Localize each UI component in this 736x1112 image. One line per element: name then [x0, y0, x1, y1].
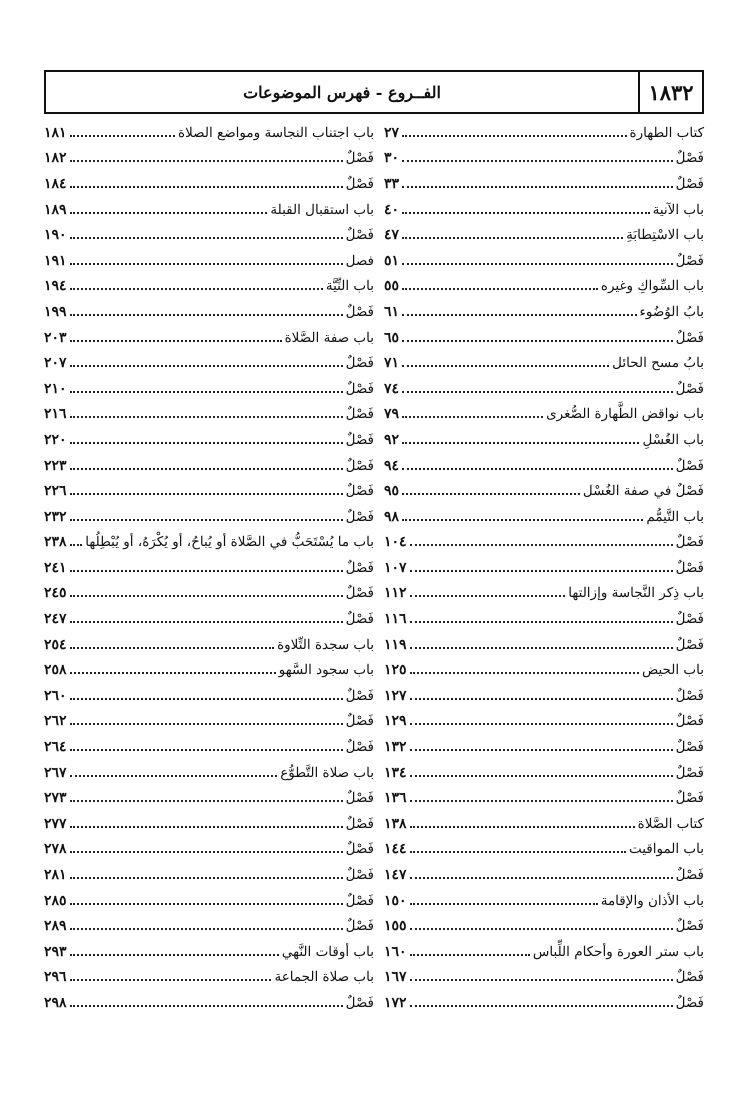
dot-leader [410, 1005, 673, 1007]
dot-leader [70, 979, 272, 981]
toc-entry-page: ٢٨١ [44, 867, 67, 884]
toc-entry [44, 478, 374, 504]
toc-entry-page: ٢٣٨ [44, 534, 67, 551]
toc-entry [44, 555, 374, 581]
toc-entry-page: ١٣٢ [384, 739, 407, 756]
toc-entry [44, 197, 374, 223]
dot-leader [410, 826, 635, 828]
toc-entry-title: فَصْلٌ [345, 892, 374, 909]
dot-leader [410, 928, 673, 930]
toc-entry [384, 376, 704, 402]
toc-entry [384, 632, 704, 658]
toc-entry-title: فَصْلٌ [345, 687, 374, 704]
toc-entry-page: ٢٤٥ [44, 585, 67, 602]
toc-entry-title: بابُ الوُضُوء [639, 303, 704, 320]
toc-entry-title: فَصْلٌ [345, 175, 374, 192]
dot-leader [70, 1005, 343, 1007]
toc-entry-title: باب ستر العورة وأحكام اللِّباس [532, 943, 704, 960]
dot-leader [402, 493, 580, 495]
toc-entry [384, 299, 704, 325]
toc-entry-title: فَصْلٌ [345, 431, 374, 448]
toc-entry-title: باب نواقض الطَّهارة الصُّغرى [546, 406, 704, 423]
toc-entry [44, 504, 374, 530]
toc-entry [44, 785, 374, 811]
dot-leader [70, 288, 323, 290]
toc-entry-page: ٣٠ [384, 150, 400, 167]
toc-entry-title: فَصْلٌ [345, 457, 374, 474]
dot-leader [410, 877, 673, 879]
toc-entry-title: باب الغُسْلِ [642, 431, 704, 448]
toc-entry-title: فَصْلٌ [345, 303, 374, 320]
toc-entry [384, 504, 704, 530]
toc-entry-page: ٢٧ [384, 124, 400, 141]
dot-leader [70, 903, 343, 905]
toc-entry-title: فَصْلٌ [675, 175, 704, 192]
dot-leader [70, 954, 279, 956]
page-number: ١٨٣٢ [638, 72, 702, 112]
toc-entry-title: فَصْلٌ [345, 611, 374, 628]
toc-entry-title: فَصْلٌ [345, 994, 374, 1011]
toc-entry-page: ١١٩ [384, 636, 407, 653]
toc-entry [44, 837, 374, 863]
toc-entry-title: فَصْلٌ [675, 380, 704, 397]
toc-entry-title: باب الاسْتِطابَةِ [626, 227, 704, 244]
dot-leader [402, 135, 626, 137]
toc-entry-title: بابُ مسح الحائل [612, 355, 704, 372]
toc-entry-page: ١٢٩ [384, 713, 407, 730]
toc-entry [384, 350, 704, 376]
dot-leader [70, 570, 343, 572]
dot-leader [70, 340, 282, 342]
toc-entry-page: ١٦٠ [384, 943, 407, 960]
dot-leader [70, 877, 343, 879]
toc-entry [44, 376, 374, 402]
toc-entry-title: فَصْلٌ [675, 534, 704, 551]
dot-leader [70, 263, 343, 265]
dot-leader [70, 212, 268, 214]
toc-entry-title: فَصْلٌ [675, 611, 704, 628]
dot-leader [70, 723, 343, 725]
toc-entry [384, 657, 704, 683]
dot-leader [70, 391, 343, 393]
toc-entry-title: فَصْلٌ [345, 713, 374, 730]
toc-entry-page: ١٠٧ [384, 559, 407, 576]
toc-entry [384, 734, 704, 760]
dot-leader [402, 391, 673, 393]
dot-leader [410, 672, 639, 674]
toc-entry-title: فَصْلٌ في صفة الغُسْل [582, 483, 704, 500]
dot-leader [402, 237, 623, 239]
toc-entry-title: باب صلاة التَّطوُّع [280, 764, 374, 781]
toc-entry-page: ٩٥ [384, 483, 400, 500]
toc-entry-page: ٢٦٢ [44, 713, 67, 730]
toc-entry-page: ١٦٧ [384, 969, 407, 986]
toc-entry-title: فَصْلٌ [675, 150, 704, 167]
dot-leader [70, 647, 275, 649]
dot-leader [70, 416, 343, 418]
toc-entry-page: ١٥٠ [384, 892, 407, 909]
toc-entry-page: ١٨٤ [44, 175, 67, 192]
toc-entry [384, 402, 704, 428]
toc-entry [44, 734, 374, 760]
dot-leader [70, 826, 343, 828]
dot-leader [410, 851, 626, 853]
toc-entry-page: ٩٨ [384, 508, 400, 525]
toc-entry [384, 939, 704, 965]
toc-entry-title: فَصْلٌ [675, 739, 704, 756]
toc-entry-page: ٧١ [384, 355, 400, 372]
dot-leader [410, 723, 673, 725]
toc-entry-page: ٢٥٨ [44, 662, 67, 679]
dot-leader [402, 442, 639, 444]
toc-entry [384, 274, 704, 300]
dot-leader [70, 595, 343, 597]
toc-entry [384, 862, 704, 888]
toc-entry [44, 325, 374, 351]
toc-entry-title: فَصْلٌ [675, 969, 704, 986]
toc-entry-page: ١٩١ [44, 252, 67, 269]
toc-entry-title: فَصْلٌ [345, 815, 374, 832]
page-title: الفــروع - فهرس الموضوعات [243, 82, 441, 102]
dot-leader [410, 647, 673, 649]
dot-leader [402, 263, 673, 265]
toc-entry-page: ١٣٤ [384, 764, 407, 781]
dot-leader [410, 775, 673, 777]
toc-entry-title: فَصْلٌ [345, 508, 374, 525]
dot-leader [410, 903, 598, 905]
toc-entry-title: باب سجود السَّهو [278, 662, 374, 679]
toc-entry [44, 530, 374, 556]
toc-entry-title: فَصْلٌ [345, 150, 374, 167]
toc-entry [44, 248, 374, 274]
toc-entry-title: باب الآنية [652, 201, 704, 218]
toc-entry-title: باب اجتناب النجاسة ومواضع الصلاة [178, 124, 374, 141]
toc-entry-title: فَصْلٌ [675, 559, 704, 576]
toc-entry [384, 222, 704, 248]
toc-entry-title: فَصْلٌ [675, 764, 704, 781]
toc-entry-page: ١٣٨ [384, 815, 407, 832]
toc-entry-page: ١٥٥ [384, 918, 407, 935]
toc-entry [44, 913, 374, 939]
toc-entry-page: ٢١٦ [44, 406, 67, 423]
toc-entry-page: ٢٧٧ [44, 815, 67, 832]
toc-entry-title: فَصْلٌ [675, 867, 704, 884]
toc-entry-title: باب أوقات النَّهي [281, 943, 374, 960]
toc-entry-page: ٢٦٧ [44, 764, 67, 781]
toc-entry-page: ٢٦٠ [44, 687, 67, 704]
toc-entry [384, 888, 704, 914]
toc-entry-title: باب صفة الصَّلاة [284, 329, 374, 346]
toc-entry-title: فَصْلٌ [675, 918, 704, 935]
dot-leader [410, 979, 673, 981]
toc-entry [384, 606, 704, 632]
toc-entry [384, 683, 704, 709]
dot-leader [70, 775, 278, 777]
toc-entry [384, 530, 704, 556]
toc-entry [384, 811, 704, 837]
toc-entry-title: فَصْلٌ [345, 227, 374, 244]
toc-entry [44, 657, 374, 683]
toc-entry-title: باب صلاة الجماعة [274, 969, 374, 986]
toc-entry-title: فَصْلٌ [675, 687, 704, 704]
toc-entry-page: ٢٠٣ [44, 329, 67, 346]
toc-entry [44, 299, 374, 325]
dot-leader [70, 442, 343, 444]
toc-entry [384, 990, 704, 1016]
toc-entry-page: ٢٢٦ [44, 483, 67, 500]
toc-entry [384, 248, 704, 274]
dot-leader [70, 928, 343, 930]
toc-entry-page: ٢١٠ [44, 380, 67, 397]
toc-entry [384, 913, 704, 939]
toc-entry-page: ٩٢ [384, 431, 400, 448]
toc-entry-title: كتاب الصَّلاة [637, 815, 704, 832]
toc-entry [44, 581, 374, 607]
dot-leader [410, 621, 673, 623]
dot-leader [402, 186, 673, 188]
toc-entry-page: ٦٥ [384, 329, 400, 346]
dot-leader [70, 851, 343, 853]
toc-entry-page: ١٨٩ [44, 201, 67, 218]
toc-entry-page: ٢٧٨ [44, 841, 67, 858]
toc-entry-page: ١٩٩ [44, 303, 67, 320]
toc-entry-page: ١٠٤ [384, 534, 407, 551]
toc-entry-title: فَصْلٌ [345, 380, 374, 397]
toc-entry [384, 171, 704, 197]
toc-entry-title: باب السِّواكِ وغيره [600, 278, 704, 295]
toc-entry-title: فَصْلٌ [345, 918, 374, 935]
dot-leader [70, 698, 343, 700]
toc-entry [44, 427, 374, 453]
toc-entry [384, 965, 704, 991]
toc-entry-page: ٢٨٥ [44, 892, 67, 909]
toc-entry-page: ٢٤١ [44, 559, 67, 576]
toc-entry-page: ٢٢٣ [44, 457, 67, 474]
toc-entry [384, 555, 704, 581]
toc-entry-page: ٢٩٣ [44, 943, 67, 960]
dot-leader [410, 595, 566, 597]
dot-leader [70, 314, 343, 316]
toc-entry-page: ١٤٧ [384, 867, 407, 884]
toc-entry [44, 760, 374, 786]
toc-entry [44, 171, 374, 197]
toc-entry [384, 709, 704, 735]
dot-leader [410, 800, 673, 802]
dot-leader [410, 544, 673, 546]
toc-entry-title: فَصْلٌ [345, 559, 374, 576]
toc-entry [44, 811, 374, 837]
toc-entry-page: ١٤٤ [384, 841, 407, 858]
toc-entry-title: فَصْلٌ [675, 636, 704, 653]
toc-entry-title: باب سجدة التِّلاوة [277, 636, 374, 653]
toc-entry [44, 939, 374, 965]
toc-column-left [44, 120, 374, 1016]
toc-entry [44, 606, 374, 632]
toc-entry-title: فَصْلٌ [345, 739, 374, 756]
dot-leader [70, 672, 276, 674]
toc-entry-page: ٢٢٠ [44, 431, 67, 448]
toc-entry-title: فَصْلٌ [675, 329, 704, 346]
toc-entry [44, 632, 374, 658]
toc-entry-page: ١٣٦ [384, 790, 407, 807]
toc-entry-page: ٧٩ [384, 406, 400, 423]
dot-leader [70, 468, 343, 470]
toc-entry [384, 760, 704, 786]
toc-entry [44, 146, 374, 172]
toc-entry-page: ٤٠ [384, 201, 400, 218]
toc-entry [44, 453, 374, 479]
toc-entry-title: باب النِّيَّة [325, 278, 374, 295]
toc-entry-title: باب التَّيمُّم [646, 508, 704, 525]
toc-entry-page: ٢٩٦ [44, 969, 67, 986]
dot-leader [402, 212, 650, 214]
dot-leader [70, 237, 343, 239]
dot-leader [410, 698, 673, 700]
toc-entry-title: فَصْلٌ [345, 355, 374, 372]
dot-leader [402, 416, 543, 418]
toc-entry [44, 862, 374, 888]
toc-entry-page: ٦١ [384, 303, 400, 320]
toc-entry [384, 197, 704, 223]
dot-leader [70, 544, 83, 546]
toc-entry-page: ١١٦ [384, 611, 407, 628]
toc-entry [44, 965, 374, 991]
toc-entry-title: باب الأذان والإقامة [600, 892, 704, 909]
toc-entry-page: ٢٣٢ [44, 508, 67, 525]
dot-leader [402, 314, 636, 316]
toc-entry [384, 325, 704, 351]
dot-leader [70, 621, 343, 623]
toc-entry-page: ٢٥٤ [44, 636, 67, 653]
toc-entry [44, 888, 374, 914]
page-header [44, 70, 704, 114]
dot-leader [402, 365, 609, 367]
toc-entry-page: ١٨٢ [44, 150, 67, 167]
toc-entry [44, 683, 374, 709]
toc-entry [384, 837, 704, 863]
toc-entry-page: ٢٧٣ [44, 790, 67, 807]
toc-entry-page: ١٨١ [44, 124, 67, 141]
dot-leader [410, 570, 673, 572]
dot-leader [402, 288, 598, 290]
dot-leader [70, 186, 343, 188]
toc-column-right [384, 120, 704, 1016]
dot-leader [402, 519, 643, 521]
dot-leader [70, 800, 343, 802]
toc-entry [384, 581, 704, 607]
toc-entry-title: كتاب الطهارة [629, 124, 704, 141]
toc-entry-page: ٥٥ [384, 278, 400, 295]
toc-entry [384, 453, 704, 479]
toc-entry-title: فصل [345, 252, 374, 269]
toc-entry-page: ٣٣ [384, 175, 400, 192]
dot-leader [70, 365, 343, 367]
toc-entry-title: باب الحيض [641, 662, 704, 679]
toc-entry-page: ٧٤ [384, 380, 400, 397]
dot-leader [70, 749, 343, 751]
toc-entry-title: باب المواقيت [628, 841, 704, 858]
toc-entry [384, 120, 704, 146]
toc-entry-title: فَصْلٌ [345, 867, 374, 884]
toc-entry [44, 709, 374, 735]
toc-entry [384, 785, 704, 811]
dot-leader [70, 135, 175, 137]
toc-entry-page: ١١٢ [384, 585, 407, 602]
toc-entry-page: ١٧٢ [384, 994, 407, 1011]
toc-entry [384, 478, 704, 504]
toc-entry-title: فَصْلٌ [345, 483, 374, 500]
toc-entry-page: ١٩٤ [44, 278, 67, 295]
dot-leader [70, 519, 343, 521]
dot-leader [402, 160, 673, 162]
dot-leader [410, 954, 530, 956]
toc-entry-page: ١٩٠ [44, 227, 67, 244]
toc-entry [44, 350, 374, 376]
toc-entry-page: ٢٠٧ [44, 355, 67, 372]
toc-entry-title: باب ما يُسْتَحَبُّ في الصَّلاة أو يُباحُ، أو يُكْرَهُ، أو يُبْطِلُها [85, 534, 374, 551]
toc-entry-page: ١٢٧ [384, 687, 407, 704]
toc-entry-page: ٤٧ [384, 227, 400, 244]
toc-entry-page: ٥١ [384, 252, 400, 269]
toc-entry-page: ٢٩٨ [44, 994, 67, 1011]
toc-entry [44, 274, 374, 300]
toc-entry-title: فَصْلٌ [345, 841, 374, 858]
toc-entry-page: ٢٨٩ [44, 918, 67, 935]
toc-entry [44, 222, 374, 248]
toc-entry-title: فَصْلٌ [675, 790, 704, 807]
toc-entry-title: فَصْلٌ [675, 713, 704, 730]
dot-leader [70, 160, 343, 162]
dot-leader [402, 340, 673, 342]
toc-entry-title: فَصْلٌ [345, 406, 374, 423]
toc-entry [384, 146, 704, 172]
toc-entry-title: فَصْلٌ [675, 994, 704, 1011]
dot-leader [402, 468, 673, 470]
toc-entry-page: ١٢٥ [384, 662, 407, 679]
toc-entry-title: باب استقبال القبلة [270, 201, 374, 218]
dot-leader [70, 493, 343, 495]
toc-entry [44, 402, 374, 428]
toc-entry [44, 990, 374, 1016]
toc-entry-title: فَصْلٌ [675, 457, 704, 474]
toc-entry-title: فَصْلٌ [675, 252, 704, 269]
toc-entry-title: فَصْلٌ [345, 790, 374, 807]
toc-entry-page: ٩٤ [384, 457, 400, 474]
toc-entry-page: ٢٤٧ [44, 611, 67, 628]
toc-entry-page: ٢٦٤ [44, 739, 67, 756]
toc-entry [384, 427, 704, 453]
toc-entry [44, 120, 374, 146]
dot-leader [410, 749, 673, 751]
toc-entry-title: فَصْلٌ [345, 585, 374, 602]
toc-entry-title: باب ذِكر النَّجاسة وإزالتها [568, 585, 704, 602]
